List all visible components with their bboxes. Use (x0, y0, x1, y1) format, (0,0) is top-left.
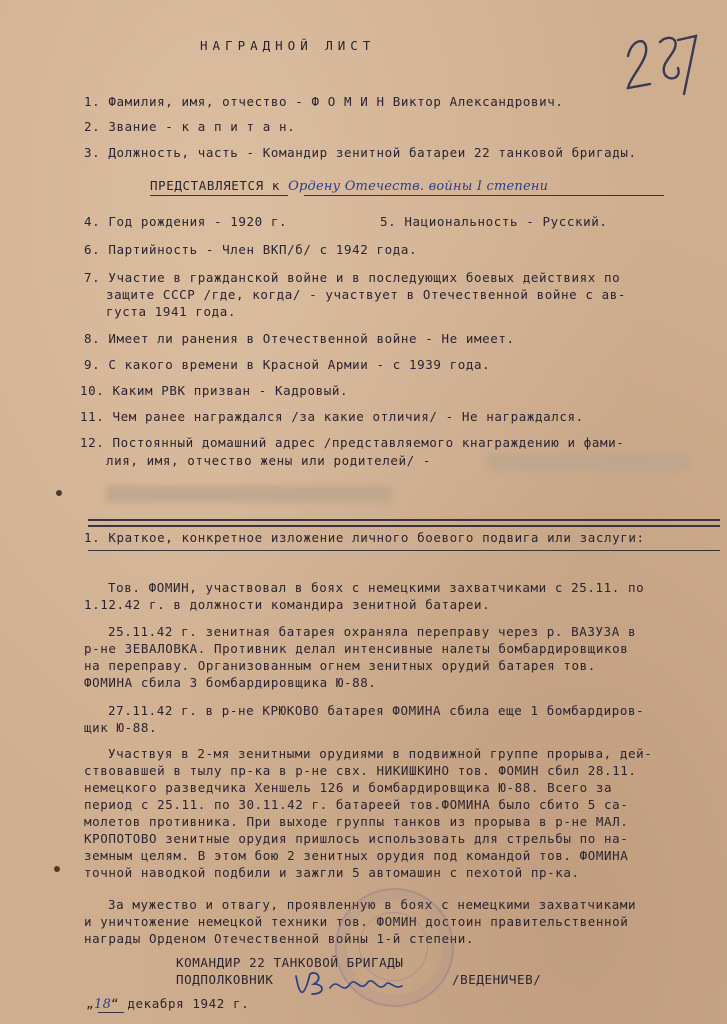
section-divider (88, 519, 720, 527)
commander-name: /ВЕДЕНИЧЕВ/ (452, 972, 542, 987)
paragraph-2-line-4: ФОМИНА сбила 3 бомбардировщика Ю-88. (84, 675, 377, 690)
redacted-address-1 (488, 454, 688, 470)
paragraph-2-line-3: на переправу. Организованным огнем зенитных орудий батарея тов. (84, 658, 596, 673)
item-3-text: Должность, часть - Командир зенитной батареи 22 танковой бригады. (108, 145, 637, 160)
presented-underline (150, 195, 288, 196)
section-title: 1. Краткое, конкретное изложение личного боевого подвига или заслуги: (84, 530, 645, 545)
participation-line-3: густа 1941 года. (106, 304, 237, 319)
date-month-year: декабря 1942 г. (127, 996, 250, 1011)
paragraph-5-line-1: За мужество и отвагу, проявленную в боях с немецкими захватчиками (108, 897, 637, 912)
paragraph-3-line-2: щик Ю-88. (84, 720, 158, 735)
commander-rank: ПОДПОЛКОВНИК (176, 972, 274, 987)
paragraph-4-line-8: точной наводкой подбили и зажгли 5 автомашин с пехотой пр-ка. (84, 865, 580, 880)
date-quote-close: “ (111, 996, 128, 1011)
signing-date (86, 996, 249, 1013)
commander-signature (290, 968, 410, 1004)
item-2 (84, 119, 295, 135)
paragraph-2-line-1: 25.11.42 г. зенитная батарея охраняла переправу через р. ВАЗУЗА в (108, 624, 637, 639)
paragraph-4-line-7: земным целям. В этом бою 2 зенитных орудия под командой тов. ФОМИНА (84, 848, 629, 863)
rvk: 10. Каким РВК призван - Кадровый. (80, 383, 349, 398)
army-since: 9. С какого времени в Красной Армии - с 1939 года. (84, 357, 491, 372)
archive-number-handwritten (622, 28, 702, 103)
document-title: НАГРАДНОЙ ЛИСТ (200, 38, 376, 53)
paragraph-4-line-3: немецкого разведчика Хеншель 126 и бомбардировщика Ю-88. Всего за (84, 780, 613, 795)
date-day-handwritten: 18 (94, 997, 112, 1012)
paragraph-1-line-2: 1.12.42 г. в должности командира зенитной батареи. (84, 597, 491, 612)
birth-year: 4. Год рождения - 1920 г. (84, 214, 288, 229)
item-3 (84, 145, 637, 161)
paragraph-1-line-1: Тов. ФОМИН, участвовал в боях с немецкими захватчиками с 25.11. по (108, 580, 645, 595)
participation-line-2: защите СССР /где, когда/ - участвует в Отечественной войне с ав- (106, 287, 627, 302)
item-1-number: 1. (84, 94, 101, 109)
punch-hole-top (56, 490, 62, 496)
presented-row (150, 178, 548, 195)
item-2-number: 2. (84, 119, 101, 134)
address-line-1: 12. Постоянный домашний адрес /представляемого кнаграждению и фами- (80, 435, 625, 450)
address-line-2: лия, имя, отчество жены или родителей/ - (106, 453, 432, 468)
previous-awards: 11. Чем ранее награждался /за какие отличия/ - Не награждался. (80, 409, 584, 424)
paragraph-4-line-5: молетов противника. При выходе группы танков из прорыва в р-не МАЛ. (84, 814, 629, 829)
redacted-address-2 (106, 486, 391, 502)
paragraph-4-line-2: ствовавшей в тылу пр-ка в р-не свх. НИКИШКИНО тов. ФОМИН сбил 28.11. (84, 763, 637, 778)
item-3-number: 3. (84, 145, 101, 160)
date-quote-open: „ (86, 996, 95, 1011)
paragraph-4-line-1: Участвуя в 2-мя зенитными орудиями в подвижной группе прорыва, дей- (108, 746, 653, 761)
section-title-rule (88, 550, 720, 551)
paragraph-3-line-1: 27.11.42 г. в р-не КРЮКОВО батарея ФОМИНА сбила еще 1 бомбардиров- (108, 703, 645, 718)
paragraph-2-line-2: р-не ЗЕВАЛОВКА. Противник делал интенсивные налеты бомбардировщиков (84, 641, 629, 656)
paragraph-4-line-6: КРОПОТОВО зенитные орудия пришлось использовать для стрельбы по на- (84, 831, 629, 846)
punch-hole-bottom (54, 866, 60, 872)
award-underline (304, 195, 664, 196)
paragraph-4-line-4: период с 25.11. по 30.11.42 г. батареей тов.ФОМИНА было сбито 5 са- (84, 797, 629, 812)
item-1-text: Фамилия, имя, отчество - Ф О М И Н Виктор Александрович. (108, 94, 564, 109)
wounds: 8. Имеет ли ранения в Отечественной войне - Не имеет. (84, 331, 515, 346)
presented-label: ПРЕДСТАВЛЯЕТСЯ к (150, 178, 281, 193)
participation-line-1: 7. Участие в гражданской войне и в последующих боевых действиях по (84, 270, 621, 285)
item-1 (84, 94, 563, 110)
date-day-underline (98, 1012, 124, 1013)
item-2-text: Звание - к а п и т а н. (108, 119, 296, 134)
nationality: 5. Национальность - Русский. (380, 214, 608, 229)
commander-title: КОМАНДИР 22 ТАНКОВОЙ БРИГАДЫ (176, 955, 404, 970)
presented-award-handwritten: Ордену Отечеств. войны I степени (288, 179, 549, 194)
party-membership: 6. Партийность - Член ВКП/б/ с 1942 года. (84, 242, 418, 257)
paragraph-5-line-3: награды Орденом Отечественной войны 1-й степени. (84, 931, 475, 946)
paragraph-5-line-2: и уничтожение немецкой техники тов. ФОМИН достоин правительственной (84, 914, 629, 929)
